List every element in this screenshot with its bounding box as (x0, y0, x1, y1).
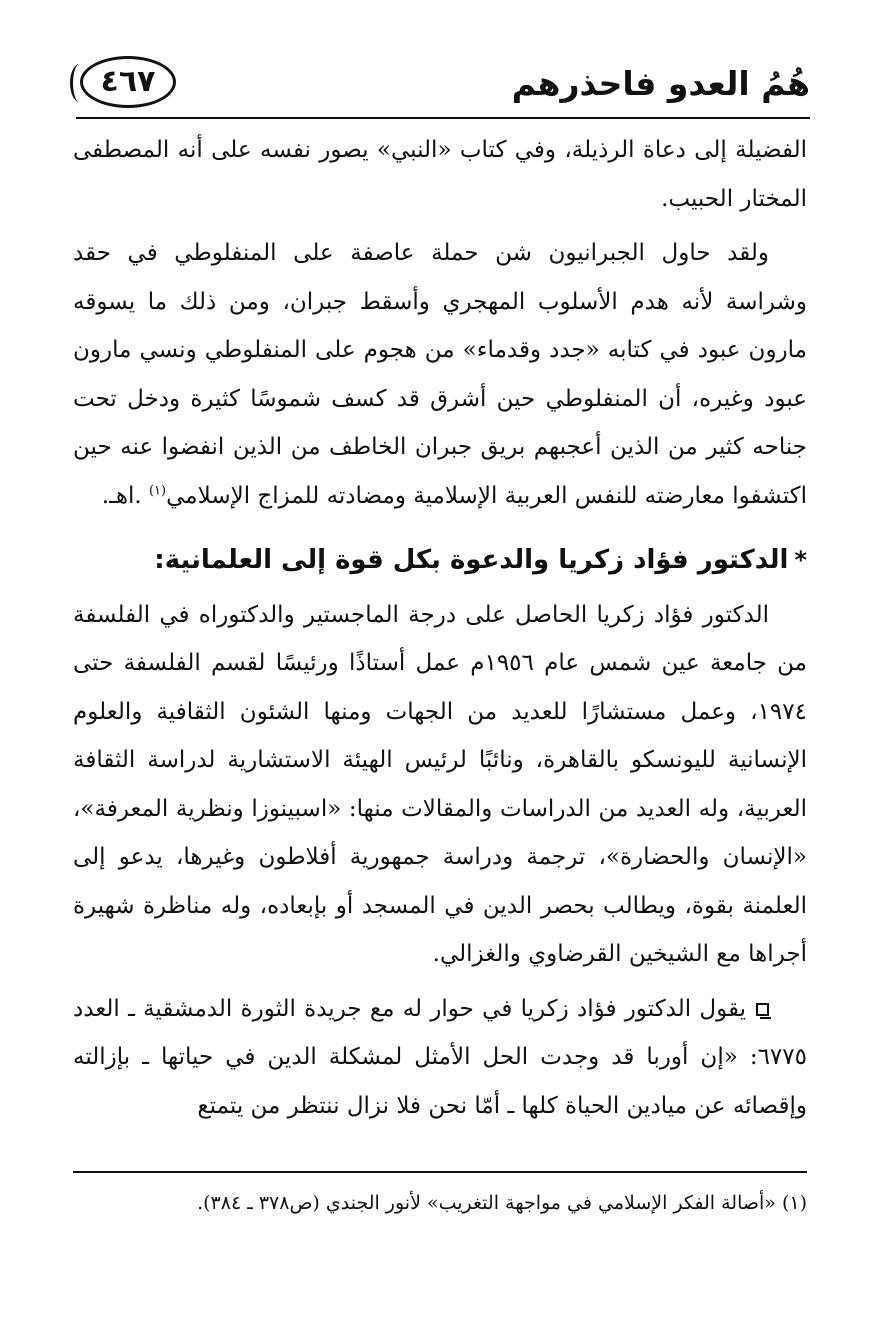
footnote-reference: (١) (148, 482, 167, 498)
paragraph-4 (73, 985, 807, 1131)
section-heading-text: الدكتور فؤاد زكريا والدعوة بكل قوة إلى العلمانية: (154, 545, 789, 575)
paragraph-2 (73, 229, 807, 520)
header-rule (76, 117, 810, 119)
footnote-rule (73, 1171, 807, 1173)
main-text (73, 126, 807, 1130)
page-number: ٤٦٧ (80, 56, 176, 108)
paragraph-2-end: .اهـ. (101, 482, 149, 509)
paragraph-1: الفضيلة إلى دعاة الرذيلة، وفي كتاب «النبي» يصور نفسه على أنه المصطفى المختار الحبيب. (73, 137, 807, 212)
quote-box-icon (756, 1003, 769, 1016)
star-icon: * (794, 546, 807, 574)
paragraph-2-text: ولقد حاول الجبرانيون شن حملة عاصفة على المنفلوطي في حقد وشراسة لأنه هدم الأسلوب المهجري وأسقط جبران، ومن ذلك ما يسوقه مارون عبود في كتابه «جدد وقدماء» من هجوم على المنفلوطي ونسي مارون عبود وغيره، أن المنفلوطي حين أشرق قد كسف شموسًا كثيرة ودخل تحت جناحه كثير من الذين أعجبهم بريق جبران الخاطف من الذين انفضوا عنه حين اكتشفوا معارضته للنفس العربية الإسلامية ومضادته للمزاج الإسلامي (73, 240, 807, 509)
page-header (70, 50, 810, 120)
paragraph-3: الدكتور فؤاد زكريا الحاصل على درجة الماجستير والدكتوراه في الفلسفة من جامعة عين شمس عام ١٩٥٦م عمل أستاذًا ورئيسًا لقسم الفلسفة حتى ١٩٧٤، وعمل مستشارًا للعديد من الجهات ومنها الشئون الثقافية والعلوم الإنسانية لليونسكو بالقاهرة، ونائبًا لرئيس الهيئة الاستشارية لدراسة الثقافة العربية، وله العديد من الدراسات والمقالات منها: «اسبينوزا ونظرية المعرفة»، «الإنسان والحضارة»، ترجمة ودراسة جمهورية أفلاطون وغيرها، يدعو إلى العلمنة بقوة، ويطالب بحصر الدين في المسجد أو بإبعاده، وله مناظرة شهيرة أجراها مع الشيخين القرضاوي والغزالي. (73, 601, 808, 967)
footnote: (١) «أصالة الفكر الإسلامي في مواجهة التغريب» لأنور الجندي (ص٣٧٨ ـ ٣٨٤). (197, 1192, 807, 1214)
paragraph-4-text: يقول الدكتور فؤاد زكريا في حوار له مع جريدة الثورة الدمشقية ـ العدد ٦٧٧٥: «إن أوربا قد وجدت الحل الأمثل لمشكلة الدين في حياتها ـ بإزالته وإقصائه عن ميادين الحياة كلها ـ أمّا نحن فلا نزال ننتظر من يتمتع (73, 995, 807, 1119)
running-title: هُمُ العدو فاحذرهم (511, 64, 810, 103)
section-heading (73, 536, 807, 585)
